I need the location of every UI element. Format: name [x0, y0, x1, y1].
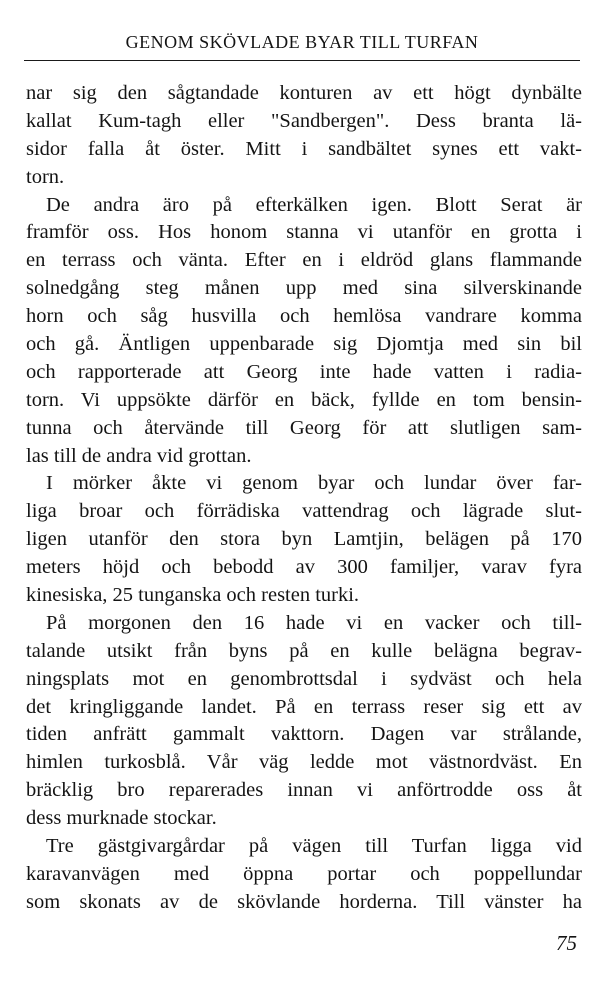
- text-line: och gå. Äntligen uppenbarade sig Djomtja med sin bil: [26, 333, 582, 356]
- text-line: liga broar och förrädiska vattendrag och lägrade slut-: [26, 500, 582, 523]
- text-line: kinesiska, 25 tunganska och resten turki.: [26, 584, 360, 607]
- text-line: himlen turkosblå. Vår väg ledde mot västnordväst. En: [26, 751, 582, 774]
- text-line: torn.: [26, 165, 65, 188]
- text-line: tiden anfrätt gammalt vakttorn. Dagen var strålande,: [26, 723, 582, 746]
- text-line: dess murknade stockar.: [26, 807, 217, 830]
- paragraph-start-line: I mörker åkte vi genom byar och lundar över far-: [46, 472, 582, 495]
- paragraph-start-line: På morgonen den 16 hade vi en vacker och till-: [46, 611, 582, 634]
- text-line: talande utsikt från byns på en kulle belägna begrav-: [26, 639, 582, 662]
- paragraph-start-line: Tre gästgivargårdar på vägen till Turfan ligga vid: [46, 835, 582, 858]
- text-line: horn och såg husvilla och hemlösa vandrare komma: [26, 305, 582, 328]
- text-line: som skonats av de skövlande horderna. Till vänster ha: [26, 890, 582, 913]
- text-line: sidor falla åt öster. Mitt i sandbältet synes ett vakt-: [26, 137, 582, 160]
- text-line: nar sig den sågtandade konturen av ett högt dynbälte: [26, 82, 582, 104]
- text-line: ligen utanför den stora byn Lamtjin, belägen på 170: [26, 528, 582, 551]
- header-rule: [24, 60, 580, 61]
- running-title: GENOM SKÖVLADE BYAR TILL TURFAN: [125, 32, 479, 52]
- text-line: tunna och återvände till Georg för att slutligen sam-: [26, 416, 582, 439]
- text-line: las till de andra vid grottan.: [26, 444, 252, 467]
- text-line: bräcklig bro reparerades innan vi anförtrodde oss åt: [26, 779, 582, 802]
- paragraph-start-line: De andra äro på efterkälken igen. Blott Serat är: [46, 193, 582, 216]
- text-line: karavanvägen med öppna portar och poppellundar: [26, 862, 582, 885]
- text-line: solnedgång steg månen upp med sina silverskinande: [26, 277, 582, 300]
- text-line: det kringliggande landet. På en terrass reser sig ett av: [26, 695, 582, 718]
- text-line: framför oss. Hos honom stanna vi utanför en grotta i: [26, 221, 582, 244]
- text-line: en terrass och vänta. Efter en i eldröd glans flammande: [26, 249, 582, 272]
- body-text: [26, 80, 582, 917]
- text-line: och rapporterade att Georg inte hade vatten i radia-: [26, 360, 582, 383]
- text-line: kallat Kum-tagh eller "Sandbergen". Dess branta lä-: [26, 109, 582, 132]
- page-number: 75: [556, 931, 577, 955]
- text-line: meters höjd och bebodd av 300 familjer, varav fyra: [26, 556, 582, 579]
- text-line: ningsplats mot en genombrottsdal i sydväst och hela: [26, 667, 582, 690]
- text-line: torn. Vi uppsökte därför en bäck, fyllde en tom bensin-: [26, 388, 582, 411]
